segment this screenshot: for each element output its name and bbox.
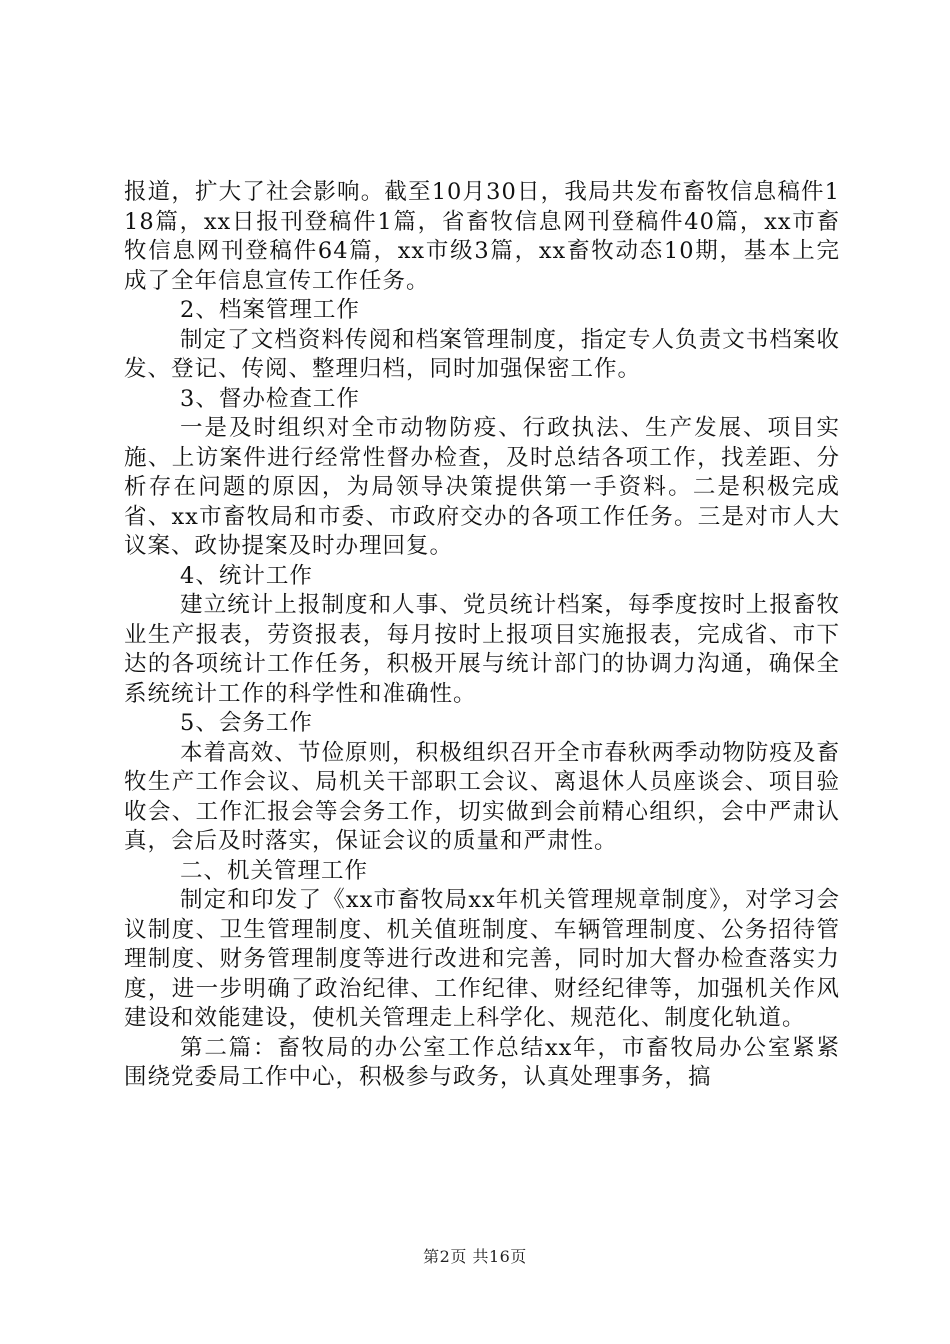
page-number-indicator: 第2页 共16页 [423, 1247, 527, 1266]
paragraph-second-article: 第二篇：畜牧局的办公室工作总结xx年，市畜牧局办公室紧紧围绕党委局工作中心，积极参与政务，认真处理事务，搞 [124, 1034, 840, 1090]
paragraph-office-management: 制定和印发了《xx市畜牧局xx年机关管理规章制度》，对学习会议制度、卫生管理制度、机关值班制度、车辆管理制度、公务招待管理制度、财务管理制度等进行改进和完善，同时加大督办检查落实力度，进一步明确了政治纪律、工作纪律、财经纪律等，加强机关作风建设和效能建设，使机关管理走上科学化、规范化、制度化轨道。 [124, 887, 840, 1031]
section-heading-meetings: 5、会务工作 [180, 710, 313, 736]
document-body [124, 178, 840, 1093]
section-heading-archive-management: 2、档案管理工作 [180, 297, 360, 323]
section-heading-statistics: 4、统计工作 [180, 562, 313, 589]
paragraph-meetings: 本着高效、节俭原则，积极组织召开全市春秋两季动物防疫及畜牧生产工作会议、局机关干部职工会议、离退休人员座谈会、项目验收会、工作汇报会等会务工作，切实做到会前精心组织，会中严肃认真，会后及时落实，保证会议的质量和严肃性。 [124, 739, 840, 854]
section-heading-supervision-inspection: 3、督办检查工作 [180, 385, 360, 412]
paragraph-continuation: 报道，扩大了社会影响。截至10月30日，我局共发布畜牧信息稿件118篇，xx日报刊登稿件1篇，省畜牧信息网刊登稿件40篇，xx市畜牧信息网刊登稿件64篇，xx市级3篇，xx畜牧动态10期，基本上完成了全年信息宣传工作任务。 [124, 179, 840, 294]
paragraph-supervision-inspection: 一是及时组织对全市动物防疫、行政执法、生产发展、项目实施、上访案件进行经常性督办检查，及时总结各项工作，找差距、分析存在问题的原因，为局领导决策提供第一手资料。二是积极完成省、xx市畜牧局和市委、市政府交办的各项工作任务。三是对市人大议案、政协提案及时办理回复。 [124, 415, 840, 559]
section-heading-office-management: 二、机关管理工作 [180, 857, 369, 884]
page-footer [0, 1244, 950, 1267]
paragraph-archive-management: 制定了文档资料传阅和档案管理制度，指定专人负责文书档案收发、登记、传阅、整理归档，同时加强保密工作。 [124, 326, 840, 382]
paragraph-statistics: 建立统计上报制度和人事、党员统计档案，每季度按时上报畜牧业生产报表，劳资报表，每月按时上报项目实施报表，完成省、市下达的各项统计工作任务，积极开展与统计部门的协调力沟通，确保全系统统计工作的科学性和准确性。 [124, 592, 840, 707]
